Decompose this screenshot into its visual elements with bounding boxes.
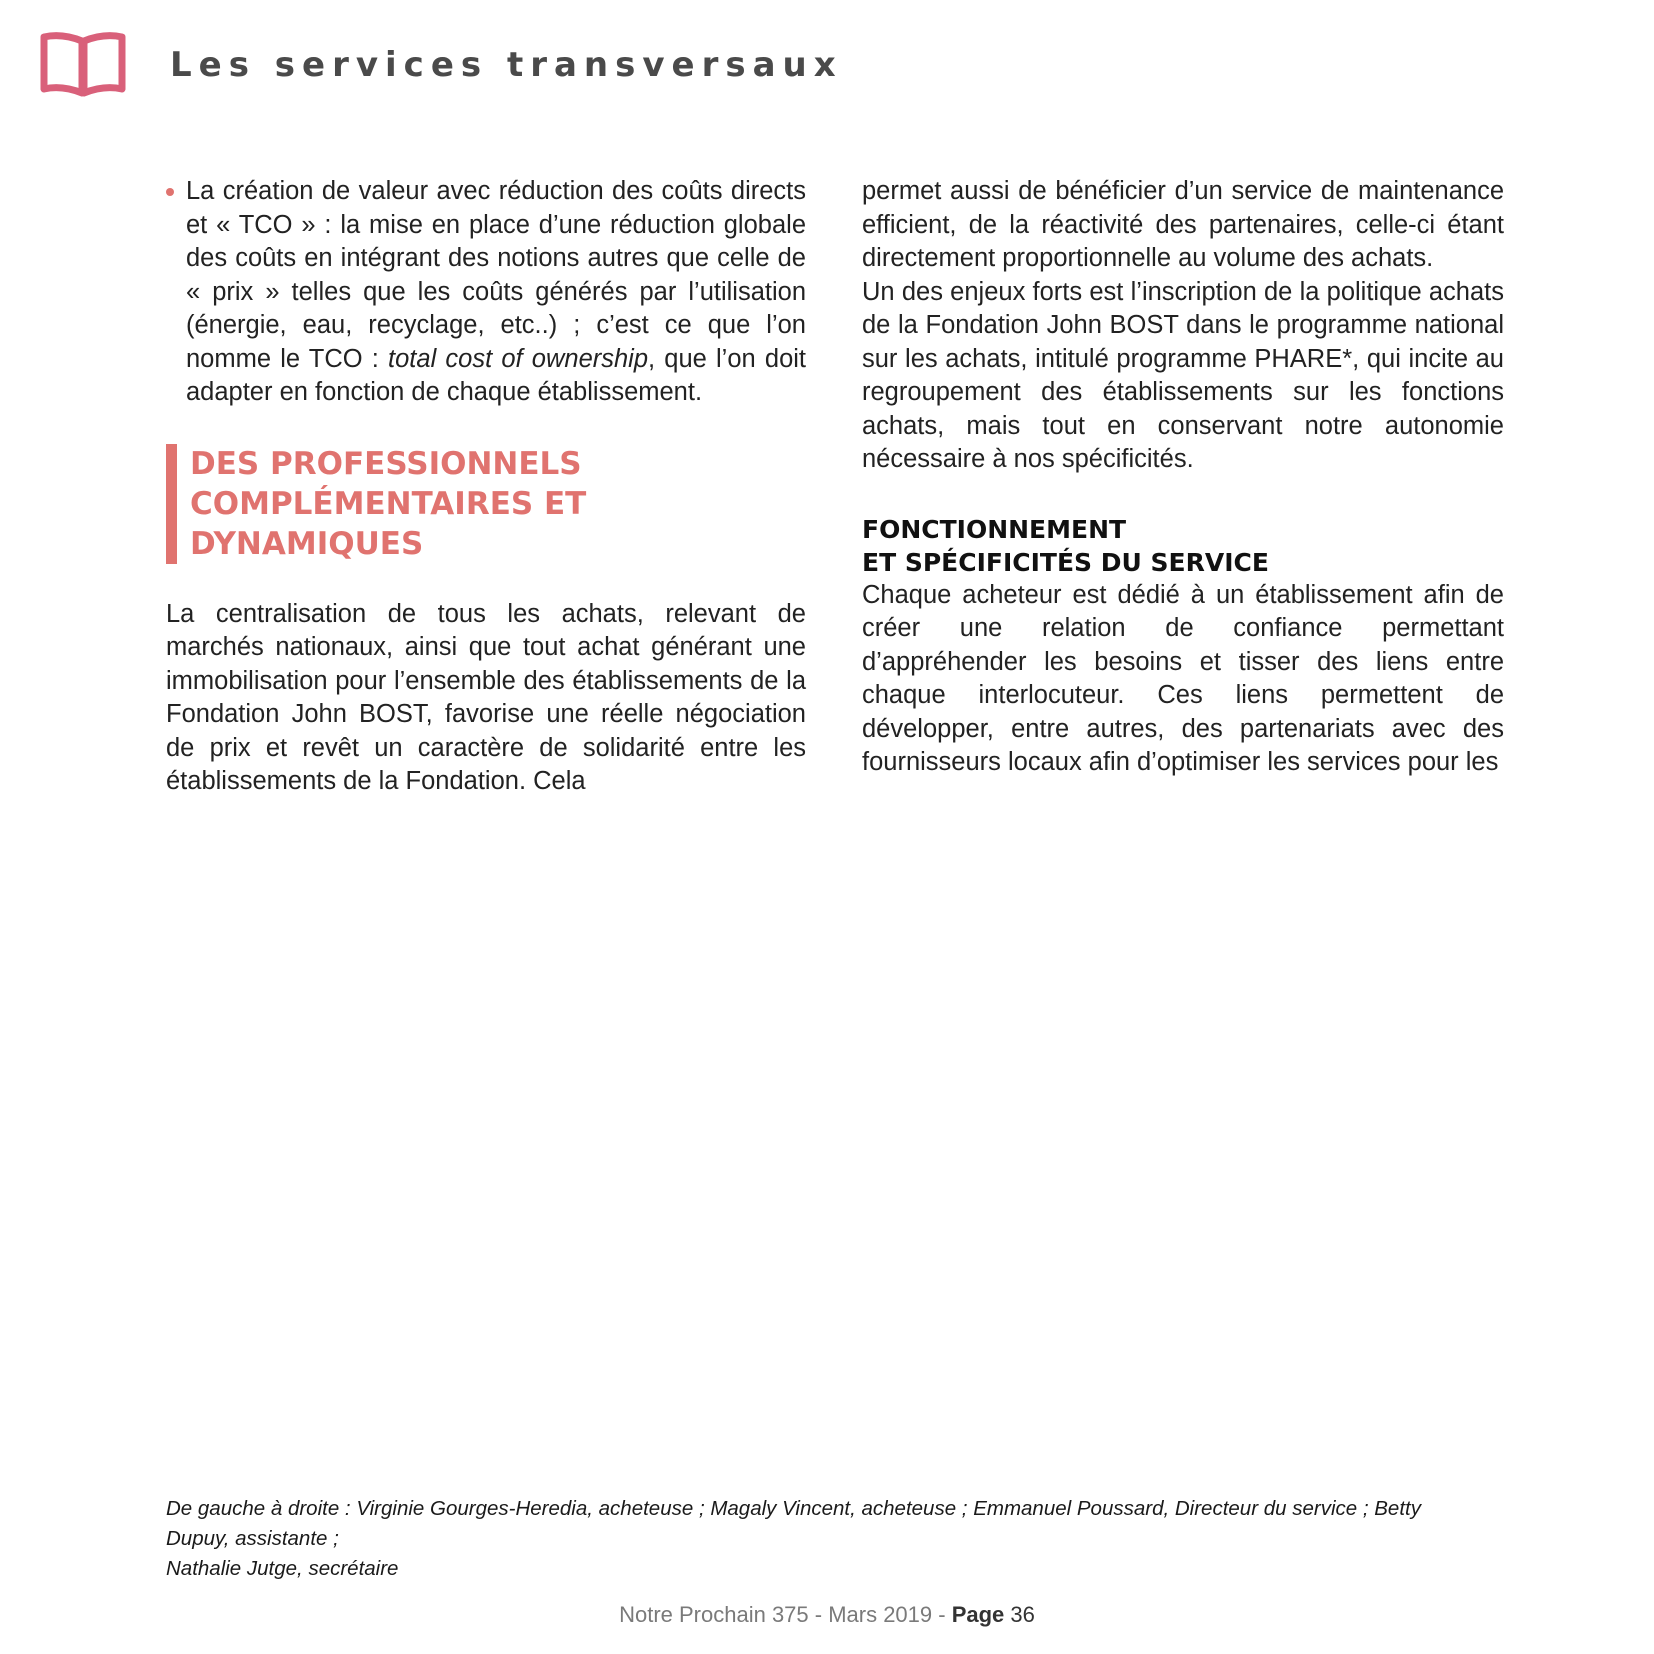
paragraph-centralisation: La centralisation de tous les achats, relevant de marchés nationaux, ainsi que tout achat générant une immobilisation pour l’ensemble des établissements de la Fondation John BOST, favorise une réelle négociation de prix et revêt un caractère de solidarité entre les établissements de la Fondation. Cela	[166, 599, 806, 795]
bullet-item-tco	[166, 175, 806, 410]
section-heading-line: COMPLÉMENTAIRES ET DYNAMIQUES	[190, 485, 587, 562]
section-heading	[166, 444, 806, 564]
section-heading-text	[190, 444, 806, 564]
page-footer	[0, 1602, 1654, 1628]
right-column	[862, 175, 1504, 780]
footer-page-number: 36	[1010, 1602, 1035, 1627]
sub-heading-line: ET SPÉCIFICITÉS DU SERVICE	[862, 547, 1269, 577]
footer-page-label: Page	[951, 1602, 1005, 1627]
page-header	[38, 30, 843, 100]
footer-publication: Notre Prochain 375 - Mars 2019 -	[619, 1602, 952, 1627]
bullet-dot	[166, 188, 174, 196]
paragraph-acheteur: Chaque acheteur est dédié à un établissement afin de créer une relation de confiance permettant d’appréhender les besoins et tisser des liens entre chaque interlocuteur. Ces liens permettent de développer, entre autres, des partenariats avec des fournisseurs locaux afin d’optimiser les services pour les	[862, 580, 1504, 776]
bullet-text: La création de valeur avec réduction des coûts directs et « TCO » : la mise en place d’une réduction globale des coûts en intégrant des notions autres que celle de « prix » telles que les coûts générés par l’utilisation (énergie, eau, recyclage, etc..) ; c’est ce que l’on nomme le TCO :	[186, 177, 806, 373]
caption-line: Nathalie Jutge, secrétaire	[166, 1557, 399, 1580]
sub-heading	[862, 513, 1504, 579]
paragraph-maintenance: permet aussi de bénéficier d’un service de maintenance efficient, de la réactivité des partenaires, celle-ci étant directement proportionnelle au volume des achats.	[862, 177, 1504, 272]
caption-line: De gauche à droite : Virginie Gourges-Heredia, acheteuse ; Magaly Vincent, acheteuse ; Emmanuel Poussard, Directeur du service ; Betty Dupuy, assistante ;	[166, 1497, 1421, 1550]
photo-caption	[166, 1494, 1466, 1584]
book-icon	[38, 31, 128, 99]
section-heading-line: DES PROFESSIONNELS	[190, 445, 582, 482]
page-title: Les services transversaux	[170, 45, 843, 85]
section-accent-bar	[166, 444, 177, 564]
sub-heading-line: FONCTIONNEMENT	[862, 514, 1127, 544]
bullet-text-italic: total cost of ownership	[388, 344, 649, 373]
bullet-text-end: , que l’on doit adapter en fonction de chaque établissement.	[186, 344, 806, 406]
paragraph-phare: Un des enjeux forts est l’inscription de la politique achats de la Fondation John BOST dans le programme national sur les achats, intitulé programme PHARE*, qui incite au regroupement des établissements sur les fonctions achats, mais tout en conservant notre autonomie nécessaire à nos spécificités.	[862, 277, 1504, 473]
left-column	[166, 175, 806, 799]
